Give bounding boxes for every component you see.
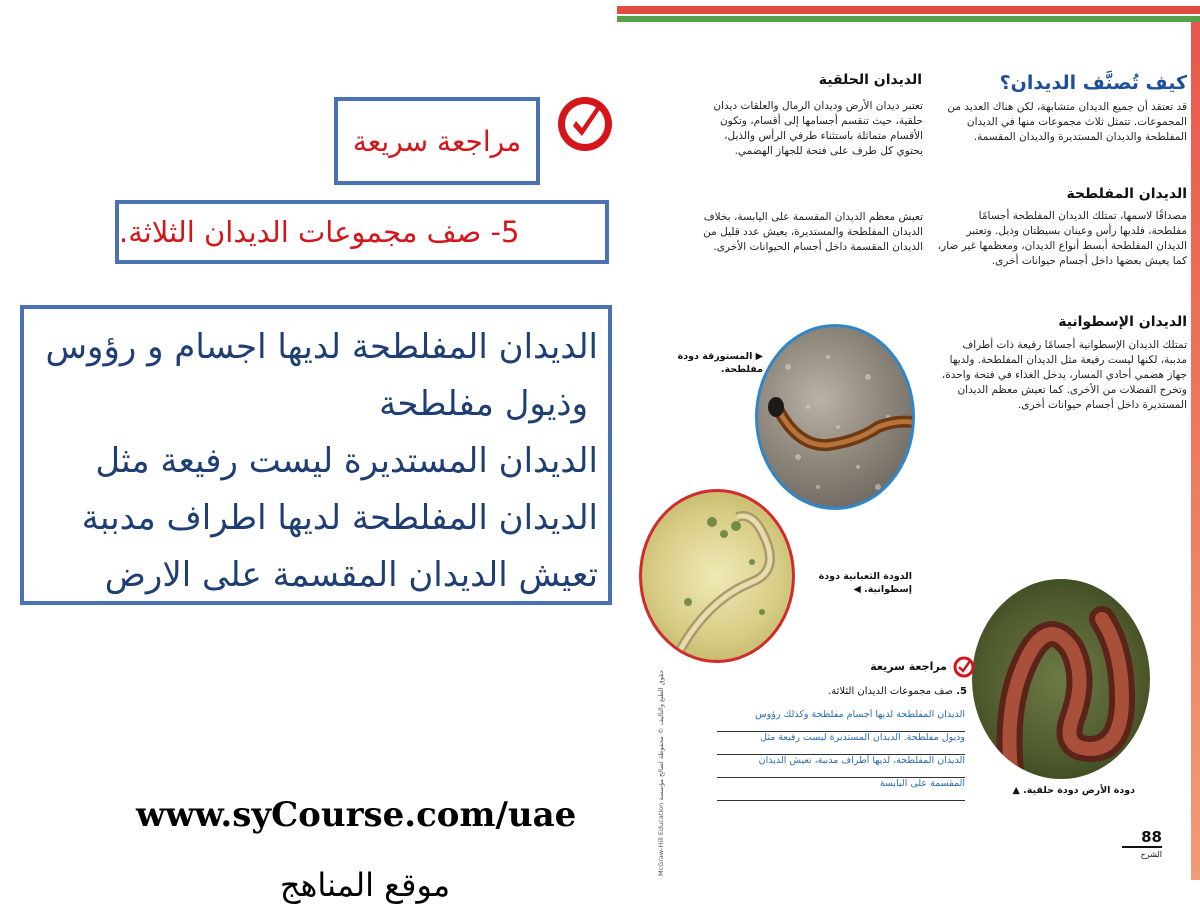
roundworm-caption: الدودة الثعبانية دودة إسطوانية. ◀ <box>818 571 912 595</box>
earthworm-illustration <box>972 579 1150 779</box>
page-footer: الشرح <box>1140 850 1162 859</box>
roundworms-heading: الديدان الإسطوانية <box>1058 314 1187 330</box>
main-heading: كيف تُصنَّف الديدان؟ <box>999 72 1187 94</box>
publisher-credit: McGraw-Hill Education حقوق الطبع والتأليف © محفوظة لصالح مؤسسة <box>657 669 665 876</box>
quick-review-box <box>334 97 540 185</box>
answer-line: الديدان المستديرة ليست رفيعة مثل <box>95 441 598 481</box>
textbook-quick-review-label: مراجعة سريعة <box>870 660 947 673</box>
planarian-photo <box>755 324 915 510</box>
answer-line: وذيول مفلطحة <box>379 384 588 424</box>
roundworms-text: تمتلك الديدان الإسطوانية أجسامًا رفيعة ذات أطراف مدببة، لكنها ليست رفيعة مثل الديدان المفلطحة. ولديها جهاز هضمي أحادي المسار، يدخل الغذاء في فتحة واحدة، وتخرج الفضلات من الأخرى. كما تعيش معظم الديدان المستديرة داخل أجسام حيوانات أخرى. <box>941 339 1187 411</box>
textbook-page <box>617 6 1200 900</box>
segmented-text-1: تعتبر ديدان الأرض وديدان الرمال والعلقات ديدان حلقية، حيث تنقسم أجسامها إلى أقسام، وتكون الأقسام متماثلة باستثناء طرفي الرأس والذيل، يحتوي كل طرف على فتحة للجهاز الهضمي. <box>713 100 923 157</box>
segmented-text-2: تعيش معظم الديدان المقسمة على اليابسة، بخلاف الديدان المفلطحة والمستديرة، يعيش عدد قليل من الديدان المقسمة داخل أجسام الحيوانات الأخرى. <box>703 211 923 253</box>
check-icon <box>557 96 613 152</box>
segmented-heading: الديدان الحلقية <box>818 72 922 88</box>
question-text: 5- صف مجموعات الديدان الثلاثة. <box>119 215 520 249</box>
planarian-caption: ▶ المستورقة دودة مفلطحة. <box>677 351 763 375</box>
roundworm-photo <box>639 489 795 663</box>
answer-line: تعيش الديدان المقسمة على الارض <box>104 555 598 595</box>
intro-text: قد تعتقد أن جميع الديدان متشابهة، لكن هناك العديد من المجموعات. تتمثل ثلاث مجموعات منها في الديدان المفلطحة والديدان المستديرة والديدان المقسمة. <box>947 101 1187 143</box>
textbook-question <box>747 686 967 697</box>
textbook-question-text: صف مجموعات الديدان الثلاثة. <box>828 686 954 697</box>
answer-row[interactable]: الديدان المفلطحة لديها أجسام مفلطحة وكذلك رؤوس <box>717 709 965 732</box>
quick-review-label: مراجعة سريعة <box>352 124 522 158</box>
answer-row[interactable]: الديدان المفلطحة، لديها أطراف مدببة، تعيش الديدان <box>717 755 965 778</box>
question-number: 5. <box>956 686 967 697</box>
earthworm-caption: دودة الأرض دودة حلقية. ▲ <box>1012 785 1135 796</box>
question-box <box>115 200 609 264</box>
website-link[interactable]: www.syCourse.com/uae <box>136 795 577 835</box>
page-number: 88 <box>1122 828 1162 848</box>
page-edge <box>1191 22 1200 880</box>
flatworms-text: مصداقًا لاسمها، تمتلك الديدان المفلطحة أجسامًا مفلطحة، فلديها رأس وعينان بسيطتان وذيل. وتعتبر الديدان المفلطحة أبسط أنواع الديدان، ومعظمها غير ضار، كما يعيش بعضها داخل أجسام حيوانات أخرى. <box>937 210 1187 267</box>
answer-line: الديدان المفلطحة لديها اجسام و رؤوس <box>45 327 598 367</box>
answer-row[interactable]: المقسمة على اليابسة <box>717 778 965 801</box>
roundworm-illustration <box>642 492 795 663</box>
earthworm-caption-text: دودة الأرض دودة حلقية. <box>1023 785 1135 796</box>
answer-lines <box>717 709 965 801</box>
answer-row[interactable]: وذيول مفلطحة. الديدان المستديرة ليست رفيعة مثل <box>717 732 965 755</box>
publisher-credit-strip <box>657 656 669 876</box>
planarian-caption-text: المستورقة دودة مفلطحة. <box>677 351 763 375</box>
answer-line: الديدان المفلطحة لديها اطراف مدببة <box>81 498 598 538</box>
flatworms-heading: الديدان المفلطحة <box>1066 186 1187 202</box>
site-name: موقع المناهج <box>279 866 451 904</box>
answer-box <box>20 305 612 605</box>
quick-review-check-icon <box>953 656 975 678</box>
top-green-bar <box>617 16 1200 22</box>
roundworm-caption-text: الدودة الثعبانية دودة إسطوانية. <box>818 571 912 595</box>
planarian-worm-illustration <box>758 327 915 510</box>
top-red-bar <box>617 6 1200 14</box>
earthworm-photo <box>972 579 1150 779</box>
